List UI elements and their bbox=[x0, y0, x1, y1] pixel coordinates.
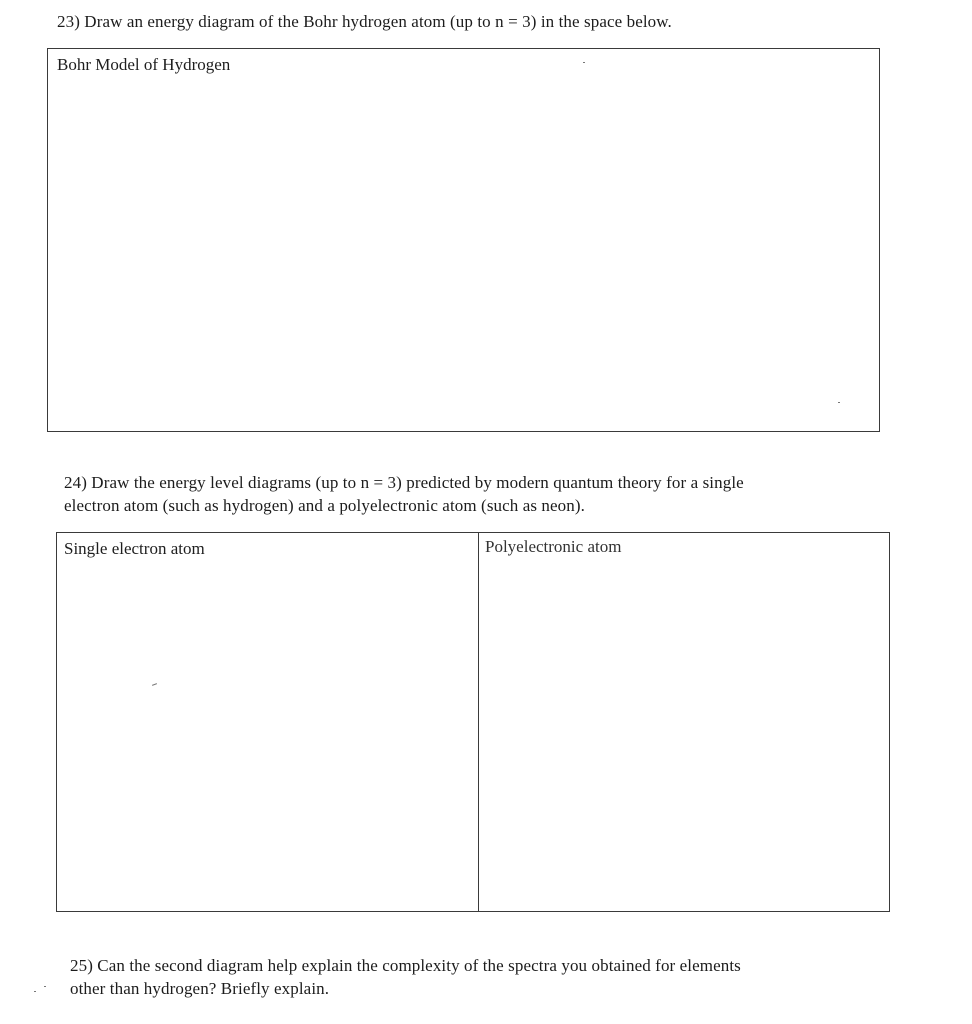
polyelectronic-atom-label: Polyelectronic atom bbox=[485, 537, 622, 556]
question-24-line-1: 24) Draw the energy level diagrams (up to n = 3) predicted by modern quantum theory for a single bbox=[64, 473, 744, 492]
scan-speck bbox=[44, 986, 46, 987]
question-24 bbox=[64, 471, 944, 517]
question-25-line-2: other than hydrogen? Briefly explain. bbox=[70, 979, 330, 998]
question-24-line-2: electron atom (such as hydrogen) and a polyelectronic atom (such as neon). bbox=[64, 496, 585, 515]
question-25 bbox=[70, 954, 940, 1000]
scan-speck bbox=[583, 62, 585, 63]
energy-level-answer-box bbox=[56, 532, 890, 912]
bohr-model-label: Bohr Model of Hydrogen bbox=[57, 55, 231, 74]
box-divider bbox=[478, 533, 479, 911]
question-25-line-1: 25) Can the second diagram help explain the complexity of the spectra you obtained for elements bbox=[70, 956, 741, 975]
question-23-text: 23) Draw an energy diagram of the Bohr hydrogen atom (up to n = 3) in the space below. bbox=[57, 12, 672, 31]
question-23 bbox=[57, 10, 937, 33]
scan-speck bbox=[838, 402, 840, 403]
bohr-model-answer-box[interactable] bbox=[47, 48, 880, 432]
scan-speck bbox=[34, 991, 36, 992]
single-electron-atom-label: Single electron atom bbox=[64, 539, 205, 558]
